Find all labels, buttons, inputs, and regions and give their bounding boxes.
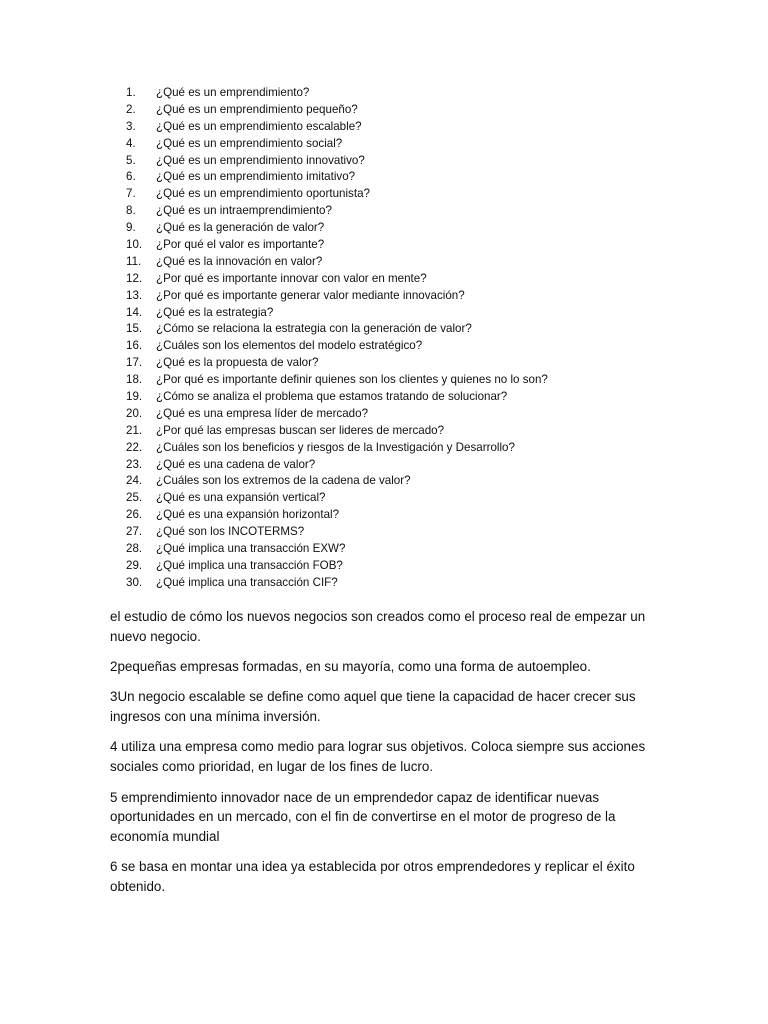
question-item [110, 321, 710, 338]
question-item [110, 372, 710, 389]
question-text: ¿Por qué las empresas buscan ser lideres de mercado? [156, 423, 445, 437]
question-number: 30. [126, 575, 143, 589]
question-number: 2. [126, 102, 136, 116]
question-number: 15. [126, 322, 143, 336]
question-item [110, 541, 710, 558]
question-text: ¿Qué es la generación de valor? [156, 221, 325, 235]
question-number: 1. [126, 86, 136, 99]
question-item [110, 490, 710, 507]
question-text: ¿Qué son los INCOTERMS? [156, 525, 305, 539]
question-text: ¿Qué es la estrategia? [156, 305, 274, 319]
question-item [110, 457, 710, 474]
question-text: ¿Qué es un intraemprendimiento? [156, 204, 332, 218]
question-number: 9. [126, 221, 136, 235]
answer-paragraph: 6 se basa en montar una idea ya establecida por otros emprendedores y replicar el éxito obtenido. [110, 859, 635, 895]
question-number: 21. [126, 423, 143, 437]
question-number: 7. [126, 187, 136, 201]
question-text: ¿Por qué el valor es importante? [156, 238, 325, 252]
question-text: ¿Qué es un emprendimiento pequeño? [156, 102, 358, 116]
question-text: ¿Cuáles son los extremos de la cadena de valor? [156, 474, 411, 488]
question-text: ¿Qué es una empresa líder de mercado? [156, 406, 369, 420]
question-number: 11. [126, 254, 142, 268]
question-number: 24. [126, 474, 143, 488]
question-text: ¿Cómo se analiza el problema que estamos tratando de solucionar? [156, 390, 508, 404]
question-item [110, 524, 710, 541]
question-text: ¿Qué es un emprendimiento? [156, 86, 310, 99]
question-item [110, 288, 710, 305]
question-text: ¿Cuáles son los beneficios y riesgos de la Investigación y Desarrollo? [156, 440, 515, 454]
question-item [110, 136, 710, 153]
question-item [110, 558, 710, 575]
question-item [110, 169, 710, 186]
question-item [110, 203, 710, 220]
question-number: 3. [126, 119, 136, 133]
question-item [110, 406, 710, 423]
question-item [110, 186, 710, 203]
question-list [110, 85, 710, 592]
question-text: ¿Por qué es importante definir quienes son los clientes y quienes no lo son? [156, 373, 548, 387]
question-number: 29. [126, 558, 143, 572]
question-text: ¿Cómo se relaciona la estrategia con la generación de valor? [156, 322, 472, 336]
question-number: 18. [126, 373, 143, 387]
question-item [110, 423, 710, 440]
question-text: ¿Qué es un emprendimiento innovativo? [156, 153, 365, 167]
question-text: ¿Qué implica una transacción FOB? [156, 558, 343, 572]
question-text: ¿Qué es la propuesta de valor? [156, 356, 319, 370]
question-item [110, 305, 710, 322]
answers-section [110, 607, 650, 908]
answer-paragraph: 4 utiliza una empresa como medio para lograr sus objetivos. Coloca siempre sus acciones sociales como prioridad, en lugar de los fines de lucro. [110, 739, 646, 775]
question-item [110, 119, 710, 136]
question-number: 23. [126, 457, 143, 471]
question-number: 20. [126, 406, 143, 420]
question-item [110, 575, 710, 592]
question-item [110, 237, 710, 254]
answer-paragraph: 2pequeñas empresas formadas, en su mayoría, como una forma de autoempleo. [110, 659, 591, 675]
question-text: ¿Qué implica una transacción CIF? [156, 575, 338, 589]
question-text: ¿Qué es un emprendimiento imitativo? [156, 170, 356, 184]
question-text: ¿Qué es un emprendimiento oportunista? [156, 187, 370, 201]
question-number: 16. [126, 339, 143, 353]
question-text: ¿Qué es un emprendimiento social? [156, 136, 343, 150]
question-item [110, 254, 710, 271]
question-item [110, 389, 710, 406]
question-item [110, 153, 710, 170]
question-item [110, 355, 710, 372]
question-item [110, 85, 710, 102]
question-number: 17. [126, 356, 143, 370]
answer-paragraph: el estudio de cómo los nuevos negocios son creados como el proceso real de empezar un nuevo negocio. [110, 609, 646, 644]
question-text: ¿Por qué es importante generar valor mediante innovación? [156, 288, 465, 302]
question-number: 12. [126, 271, 143, 285]
question-number: 13. [126, 288, 143, 302]
question-number: 25. [126, 491, 143, 505]
question-text: ¿Qué es la innovación en valor? [156, 254, 323, 268]
question-number: 8. [126, 204, 136, 218]
question-text: ¿Qué es una expansión vertical? [156, 491, 326, 505]
question-text: ¿Qué implica una transacción EXW? [156, 542, 346, 556]
question-item [110, 102, 710, 119]
question-number: 10. [126, 238, 143, 252]
question-item [110, 473, 710, 490]
question-number: 14. [126, 305, 143, 319]
question-number: 6. [126, 170, 136, 184]
question-text: ¿Por qué es importante innovar con valor en mente? [156, 271, 427, 285]
question-text: ¿Cuáles son los elementos del modelo estratégico? [156, 339, 423, 353]
question-number: 5. [126, 153, 136, 167]
question-item [110, 338, 710, 355]
question-item [110, 440, 710, 457]
question-number: 22. [126, 440, 143, 454]
question-item [110, 271, 710, 288]
question-number: 27. [126, 525, 143, 539]
question-number: 4. [126, 136, 136, 150]
question-number: 28. [126, 542, 143, 556]
question-text: ¿Qué es una expansión horizontal? [156, 508, 340, 522]
answer-paragraph: 5 emprendimiento innovador nace de un emprendedor capaz de identificar nuevas oportunidades en un mercado, con el fin de convertirse en el motor de progreso de la economía mundial [110, 789, 616, 845]
question-text: ¿Qué es una cadena de valor? [156, 457, 316, 471]
question-text: ¿Qué es un emprendimiento escalable? [156, 119, 362, 133]
question-number: 19. [126, 390, 143, 404]
question-number: 26. [126, 508, 143, 522]
answer-paragraph: 3Un negocio escalable se define como aquel que tiene la capacidad de hacer crecer sus ingresos con una mínima inversión. [110, 689, 636, 725]
question-item [110, 507, 710, 524]
question-item [110, 220, 710, 237]
